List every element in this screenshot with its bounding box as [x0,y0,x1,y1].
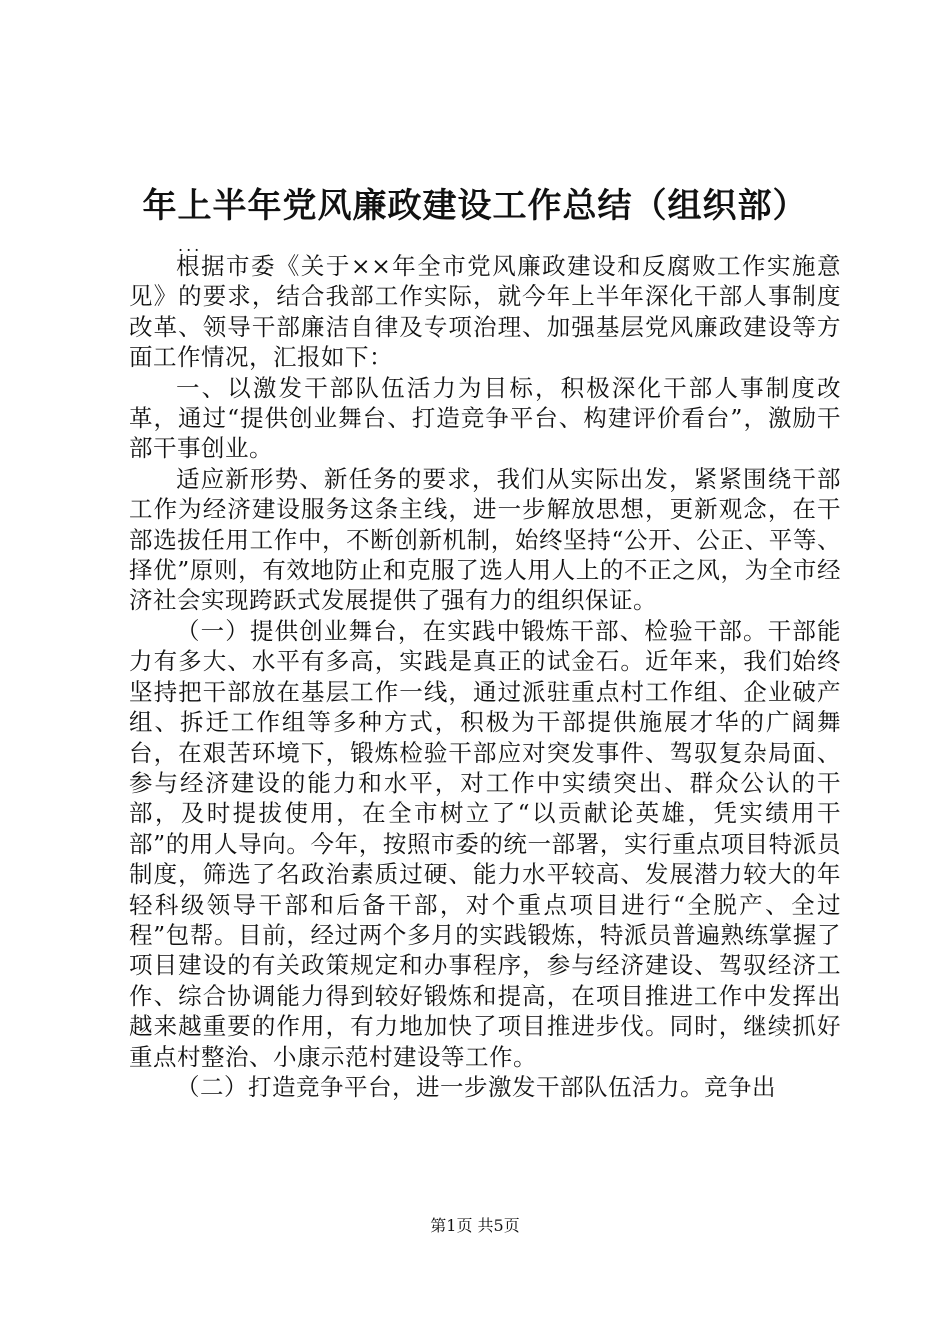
paragraph-section-one-body: 适应新形势、新任务的要求，我们从实际出发，紧紧围绕干部工作为经济建设服务这条主线，进一步解放思想，更新观念，在干部选拔任用工作中，不断创新机制，始终坚持“公开、公正、平等、择优”原则，有效地防止和克服了选人用人上的不正之风，为全市经济社会实现跨跃式发展提供了强有力的组织保证。 [129,464,841,615]
page-footer: 第1页 共5页 [430,1216,520,1235]
document-title: 年上半年党风廉政建设工作总结（组织部） [142,186,808,226]
paragraph-subsection-two: （二）打造竞争平台，进一步激发干部队伍活力。竞争出 [176,1072,776,1101]
document-body [129,251,841,1102]
title-ellipsis: ... [178,236,203,255]
paragraph-intro: 根据市委《关于××年全市党风廉政建设和反腐败工作实施意见》的要求，结合我部工作实际，就今年上半年深化干部人事制度改革、领导干部廉洁自律及专项治理、加强基层党风廉政建设等方面工作情况，汇报如下： [129,252,841,372]
paragraph-section-one-heading: 一、以激发干部队伍活力为目标，积极深化干部人事制度改革，通过“提供创业舞台、打造竞争平台、构建评价看台”，激励干部干事创业。 [129,373,841,463]
paragraph-subsection-one: （一）提供创业舞台，在实践中锻炼干部、检验干部。干部能力有多大、水平有多高，实践是真正的试金石。近年来，我们始终坚持把干部放在基层工作一线，通过派驻重点村工作组、企业破产组、拆迁工作组等多种方式，积极为干部提供施展才华的广阔舞台，在艰苦环境下，锻炼检验干部应对突发事件、驾驭复杂局面、参与经济建设的能力和水平，对工作中实绩突出、群众公认的干部，及时提拔使用，在全市树立了“以贡献论英雄，凭实绩用干部”的用人导向。今年，按照市委的统一部署，实行重点项目特派员制度，筛选了名政治素质过硬、能力水平较高、发展潜力较大的年轻科级领导干部和后备干部，对个重点项目进行“全脱产、全过程”包帮。目前，经过两个多月的实践锻炼，特派员普遍熟练掌握了项目建设的有关政策规定和办事程序，参与经济建设、驾驭经济工作、综合协调能力得到较好锻炼和提高，在项目推进工作中发挥出越来越重要的作用，有力地加快了项目推进步伐。同时，继续抓好重点村整治、小康示范村建设等工作。 [129,616,841,1071]
